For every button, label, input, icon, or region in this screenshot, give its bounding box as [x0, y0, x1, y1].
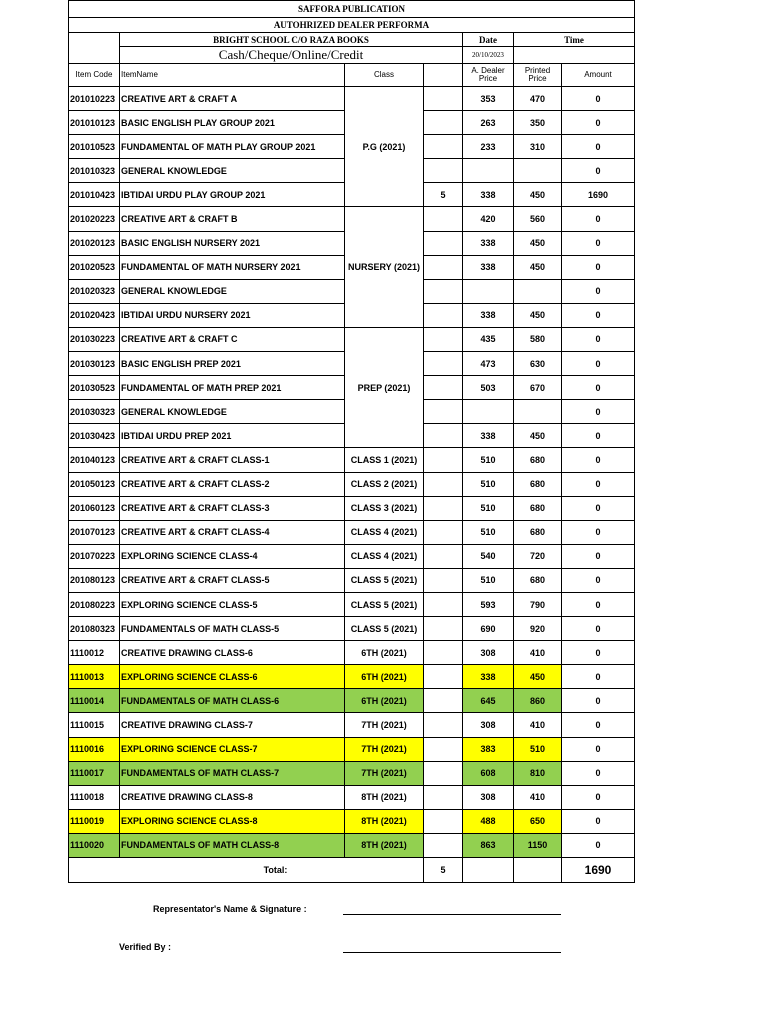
item-code-cell: 201050123 [69, 472, 120, 496]
class-cell: 7TH (2021) [345, 737, 424, 761]
printed-price-cell: 670 [514, 376, 562, 400]
item-name-cell: IBTIDAI URDU NURSERY 2021 [120, 303, 345, 327]
printed-price-cell: 410 [514, 641, 562, 665]
item-code-cell: 201020523 [69, 255, 120, 279]
printed-price-cell: 720 [514, 544, 562, 568]
class-group-cell: P.G (2021) [345, 87, 424, 207]
item-name-cell: IBTIDAI URDU PLAY GROUP 2021 [120, 183, 345, 207]
qty-cell [424, 472, 463, 496]
printed-price-cell: 450 [514, 665, 562, 689]
item-code-cell: 1110013 [69, 665, 120, 689]
item-code-cell: 201030123 [69, 352, 120, 376]
amount-cell: 0 [562, 641, 635, 665]
class-group-cell: NURSERY (2021) [345, 207, 424, 327]
dealer-price-cell: 233 [463, 135, 514, 159]
col-header-qty [424, 64, 463, 87]
amount-cell: 0 [562, 713, 635, 737]
item-name-cell: CREATIVE DRAWING CLASS-8 [120, 785, 345, 809]
class-cell: 6TH (2021) [345, 641, 424, 665]
class-cell: CLASS 4 (2021) [345, 520, 424, 544]
qty-cell [424, 159, 463, 183]
dealer-price-cell: 435 [463, 327, 514, 351]
printed-price-cell: 410 [514, 785, 562, 809]
printed-price-cell: 580 [514, 327, 562, 351]
item-code-cell: 1110019 [69, 809, 120, 833]
printed-price-cell: 680 [514, 472, 562, 496]
table-row [69, 761, 635, 785]
amount-cell: 1690 [562, 183, 635, 207]
item-code-cell: 201070123 [69, 520, 120, 544]
dealer-price-cell: 420 [463, 207, 514, 231]
dealer-price-cell: 510 [463, 448, 514, 472]
item-code-cell: 1110018 [69, 785, 120, 809]
qty-cell [424, 809, 463, 833]
dealer-price-cell: 593 [463, 592, 514, 616]
amount-cell: 0 [562, 737, 635, 761]
class-cell: 7TH (2021) [345, 713, 424, 737]
qty-cell [424, 641, 463, 665]
publisher-title: SAFFORA PUBLICATION [69, 1, 635, 18]
qty-cell [424, 496, 463, 520]
dealer-price-cell: 338 [463, 665, 514, 689]
qty-cell [424, 737, 463, 761]
amount-cell: 0 [562, 592, 635, 616]
table-row [69, 809, 635, 833]
dealer-price-cell: 863 [463, 833, 514, 857]
dealer-price-cell: 338 [463, 255, 514, 279]
item-code-cell: 201080223 [69, 592, 120, 616]
performa-subtitle: AUTOHRIZED DEALER PERFORMA [69, 18, 635, 33]
dealer-price-cell: 473 [463, 352, 514, 376]
representative-signature-line [343, 914, 561, 915]
qty-cell [424, 713, 463, 737]
col-header-item-code: Item Code [69, 64, 120, 87]
dealer-price-cell: 338 [463, 231, 514, 255]
printed-price-cell [514, 400, 562, 424]
col-header-printed-price: Printed Price [514, 64, 562, 87]
amount-cell: 0 [562, 544, 635, 568]
item-code-cell: 201010323 [69, 159, 120, 183]
amount-cell: 0 [562, 809, 635, 833]
qty-cell [424, 327, 463, 351]
qty-cell [424, 689, 463, 713]
item-name-cell: FUNDAMENTALS OF MATH CLASS-8 [120, 833, 345, 857]
date-value: 20/10/2023 [463, 47, 514, 64]
class-cell: CLASS 5 (2021) [345, 568, 424, 592]
amount-cell: 0 [562, 833, 635, 857]
class-cell: CLASS 3 (2021) [345, 496, 424, 520]
item-code-cell: 201020423 [69, 303, 120, 327]
printed-price-cell: 790 [514, 592, 562, 616]
qty-cell [424, 231, 463, 255]
amount-cell: 0 [562, 303, 635, 327]
amount-cell: 0 [562, 496, 635, 520]
printed-price-cell: 680 [514, 520, 562, 544]
representative-label: Representator's Name & Signature : [153, 904, 307, 914]
col-header-dealer-price: A. Dealer Price [463, 64, 514, 87]
printed-price-cell: 470 [514, 87, 562, 111]
item-code-cell: 1110014 [69, 689, 120, 713]
table-row [69, 448, 635, 472]
printed-price-cell: 560 [514, 207, 562, 231]
class-cell: CLASS 5 (2021) [345, 617, 424, 641]
qty-cell [424, 544, 463, 568]
dealer-price-cell: 383 [463, 737, 514, 761]
dealer-price-cell: 540 [463, 544, 514, 568]
item-name-cell: CREATIVE ART & CRAFT CLASS-4 [120, 520, 345, 544]
table-row [69, 207, 635, 231]
qty-cell [424, 87, 463, 111]
table-row [69, 713, 635, 737]
item-name-cell: CREATIVE ART & CRAFT CLASS-5 [120, 568, 345, 592]
item-name-cell: FUNDAMENTALS OF MATH CLASS-7 [120, 761, 345, 785]
total-printed-blank [514, 858, 562, 883]
table-row [69, 592, 635, 616]
table-row [69, 544, 635, 568]
amount-cell: 0 [562, 424, 635, 448]
dealer-price-cell: 308 [463, 641, 514, 665]
amount-cell: 0 [562, 617, 635, 641]
printed-price-cell [514, 159, 562, 183]
item-code-cell: 201040123 [69, 448, 120, 472]
item-code-cell: 201080323 [69, 617, 120, 641]
dealer-price-cell: 488 [463, 809, 514, 833]
amount-cell: 0 [562, 400, 635, 424]
item-code-cell: 201030523 [69, 376, 120, 400]
item-name-cell: IBTIDAI URDU PREP 2021 [120, 424, 345, 448]
dealer-price-cell: 338 [463, 424, 514, 448]
printed-price-cell: 310 [514, 135, 562, 159]
dealer-price-cell: 510 [463, 472, 514, 496]
dealer-price-cell: 690 [463, 617, 514, 641]
table-row [69, 472, 635, 496]
dealer-price-cell: 338 [463, 183, 514, 207]
item-code-cell: 201060123 [69, 496, 120, 520]
printed-price-cell: 1150 [514, 833, 562, 857]
printed-price-cell [514, 279, 562, 303]
item-name-cell: BASIC ENGLISH NURSERY 2021 [120, 231, 345, 255]
table-row [69, 327, 635, 351]
item-name-cell: EXPLORING SCIENCE CLASS-8 [120, 809, 345, 833]
col-header-class: Class [345, 64, 424, 87]
printed-price-cell: 510 [514, 737, 562, 761]
amount-cell: 0 [562, 472, 635, 496]
amount-cell: 0 [562, 376, 635, 400]
printed-price-cell: 450 [514, 231, 562, 255]
dealer-performa-table [68, 0, 635, 883]
item-code-cell: 201070223 [69, 544, 120, 568]
qty-cell [424, 568, 463, 592]
item-name-cell: FUNDAMENTALS OF MATH CLASS-5 [120, 617, 345, 641]
item-name-cell: CREATIVE ART & CRAFT CLASS-1 [120, 448, 345, 472]
printed-price-cell: 680 [514, 448, 562, 472]
amount-cell: 0 [562, 665, 635, 689]
qty-cell [424, 255, 463, 279]
item-code-cell: 1110015 [69, 713, 120, 737]
date-label: Date [463, 33, 514, 47]
qty-cell [424, 785, 463, 809]
item-code-cell: 201010123 [69, 111, 120, 135]
item-code-cell: 201030423 [69, 424, 120, 448]
payment-modes: Cash/Cheque/Online/Credit [120, 47, 463, 64]
amount-cell: 0 [562, 568, 635, 592]
printed-price-cell: 860 [514, 689, 562, 713]
total-qty: 5 [424, 858, 463, 883]
item-name-cell: CREATIVE DRAWING CLASS-6 [120, 641, 345, 665]
item-code-cell: 201020223 [69, 207, 120, 231]
time-label: Time [514, 33, 635, 47]
printed-price-cell: 650 [514, 809, 562, 833]
item-code-cell: 1110020 [69, 833, 120, 857]
dealer-price-cell: 510 [463, 520, 514, 544]
dealer-price-cell: 353 [463, 87, 514, 111]
table-row [69, 737, 635, 761]
item-code-cell: 201010223 [69, 87, 120, 111]
class-cell: 8TH (2021) [345, 809, 424, 833]
class-cell: CLASS 2 (2021) [345, 472, 424, 496]
printed-price-cell: 630 [514, 352, 562, 376]
qty-cell [424, 400, 463, 424]
amount-cell: 0 [562, 785, 635, 809]
table-row [69, 87, 635, 111]
printed-price-cell: 450 [514, 424, 562, 448]
qty-cell [424, 376, 463, 400]
dealer-price-cell: 645 [463, 689, 514, 713]
amount-cell: 0 [562, 520, 635, 544]
printed-price-cell: 680 [514, 496, 562, 520]
qty-cell [424, 279, 463, 303]
printed-price-cell: 450 [514, 255, 562, 279]
table-row [69, 689, 635, 713]
class-group-cell: PREP (2021) [345, 327, 424, 447]
item-name-cell: CREATIVE DRAWING CLASS-7 [120, 713, 345, 737]
item-name-cell: CREATIVE ART & CRAFT A [120, 87, 345, 111]
amount-cell: 0 [562, 135, 635, 159]
dealer-price-cell: 338 [463, 303, 514, 327]
item-code-cell: 1110017 [69, 761, 120, 785]
class-cell: CLASS 5 (2021) [345, 592, 424, 616]
class-cell: 7TH (2021) [345, 761, 424, 785]
item-name-cell: BASIC ENGLISH PREP 2021 [120, 352, 345, 376]
item-code-cell: 201030323 [69, 400, 120, 424]
qty-cell [424, 617, 463, 641]
item-name-cell: GENERAL KNOWLEDGE [120, 400, 345, 424]
item-name-cell: GENERAL KNOWLEDGE [120, 159, 345, 183]
amount-cell: 0 [562, 689, 635, 713]
printed-price-cell: 450 [514, 303, 562, 327]
item-name-cell: FUNDAMENTAL OF MATH NURSERY 2021 [120, 255, 345, 279]
dealer-price-cell: 510 [463, 496, 514, 520]
item-name-cell: FUNDAMENTAL OF MATH PREP 2021 [120, 376, 345, 400]
item-name-cell: CREATIVE ART & CRAFT CLASS-2 [120, 472, 345, 496]
item-code-cell: 1110012 [69, 641, 120, 665]
amount-cell: 0 [562, 231, 635, 255]
verified-label: Verified By : [119, 942, 172, 952]
item-code-cell: 201030223 [69, 327, 120, 351]
amount-cell: 0 [562, 159, 635, 183]
amount-cell: 0 [562, 761, 635, 785]
item-code-cell: 201010423 [69, 183, 120, 207]
table-row [69, 833, 635, 857]
item-code-cell: 201020323 [69, 279, 120, 303]
total-label: Total: [69, 858, 424, 883]
class-cell: CLASS 4 (2021) [345, 544, 424, 568]
printed-price-cell: 350 [514, 111, 562, 135]
class-cell: CLASS 1 (2021) [345, 448, 424, 472]
table-row [69, 785, 635, 809]
item-name-cell: CREATIVE ART & CRAFT C [120, 327, 345, 351]
dealer-price-cell [463, 159, 514, 183]
table-row [69, 568, 635, 592]
dealer-price-cell: 608 [463, 761, 514, 785]
class-cell: 8TH (2021) [345, 833, 424, 857]
item-code-cell: 201020123 [69, 231, 120, 255]
printed-price-cell: 450 [514, 183, 562, 207]
class-cell: 8TH (2021) [345, 785, 424, 809]
printed-price-cell: 920 [514, 617, 562, 641]
qty-cell [424, 207, 463, 231]
school-name: BRIGHT SCHOOL C/O RAZA BOOKS [120, 33, 463, 47]
qty-cell [424, 303, 463, 327]
qty-cell [424, 424, 463, 448]
item-code-cell: 201010523 [69, 135, 120, 159]
dealer-price-cell [463, 400, 514, 424]
total-dealer-blank [463, 858, 514, 883]
dealer-price-cell [463, 279, 514, 303]
qty-cell [424, 135, 463, 159]
qty-cell [424, 833, 463, 857]
item-name-cell: CREATIVE ART & CRAFT CLASS-3 [120, 496, 345, 520]
qty-cell [424, 352, 463, 376]
amount-cell: 0 [562, 327, 635, 351]
col-header-item-name: ItemName [120, 64, 345, 87]
amount-cell: 0 [562, 352, 635, 376]
printed-price-cell: 410 [514, 713, 562, 737]
table-row [69, 641, 635, 665]
item-name-cell: FUNDAMENTAL OF MATH PLAY GROUP 2021 [120, 135, 345, 159]
verified-signature-line [343, 952, 561, 953]
amount-cell: 0 [562, 255, 635, 279]
total-row [69, 858, 635, 883]
amount-cell: 0 [562, 87, 635, 111]
dealer-price-cell: 503 [463, 376, 514, 400]
qty-cell [424, 665, 463, 689]
class-cell: 6TH (2021) [345, 665, 424, 689]
qty-cell [424, 448, 463, 472]
time-value [514, 47, 635, 64]
amount-cell: 0 [562, 111, 635, 135]
qty-cell [424, 761, 463, 785]
item-code-cell: 201080123 [69, 568, 120, 592]
dealer-price-cell: 308 [463, 713, 514, 737]
class-cell: 6TH (2021) [345, 689, 424, 713]
item-name-cell: EXPLORING SCIENCE CLASS-5 [120, 592, 345, 616]
item-name-cell: FUNDAMENTALS OF MATH CLASS-6 [120, 689, 345, 713]
amount-cell: 0 [562, 448, 635, 472]
dealer-price-cell: 510 [463, 568, 514, 592]
item-name-cell: EXPLORING SCIENCE CLASS-6 [120, 665, 345, 689]
printed-price-cell: 680 [514, 568, 562, 592]
dealer-price-cell: 263 [463, 111, 514, 135]
item-name-cell: CREATIVE ART & CRAFT B [120, 207, 345, 231]
total-amount: 1690 [562, 858, 635, 883]
dealer-price-cell: 308 [463, 785, 514, 809]
blank-header-cell [69, 33, 120, 64]
table-row [69, 665, 635, 689]
qty-cell [424, 592, 463, 616]
item-name-cell: EXPLORING SCIENCE CLASS-7 [120, 737, 345, 761]
item-name-cell: GENERAL KNOWLEDGE [120, 279, 345, 303]
qty-cell [424, 520, 463, 544]
table-row [69, 496, 635, 520]
item-name-cell: EXPLORING SCIENCE CLASS-4 [120, 544, 345, 568]
qty-cell [424, 111, 463, 135]
table-row [69, 617, 635, 641]
col-header-amount: Amount [562, 64, 635, 87]
item-name-cell: BASIC ENGLISH PLAY GROUP 2021 [120, 111, 345, 135]
amount-cell: 0 [562, 207, 635, 231]
item-code-cell: 1110016 [69, 737, 120, 761]
table-row [69, 520, 635, 544]
qty-cell: 5 [424, 183, 463, 207]
amount-cell: 0 [562, 279, 635, 303]
printed-price-cell: 810 [514, 761, 562, 785]
